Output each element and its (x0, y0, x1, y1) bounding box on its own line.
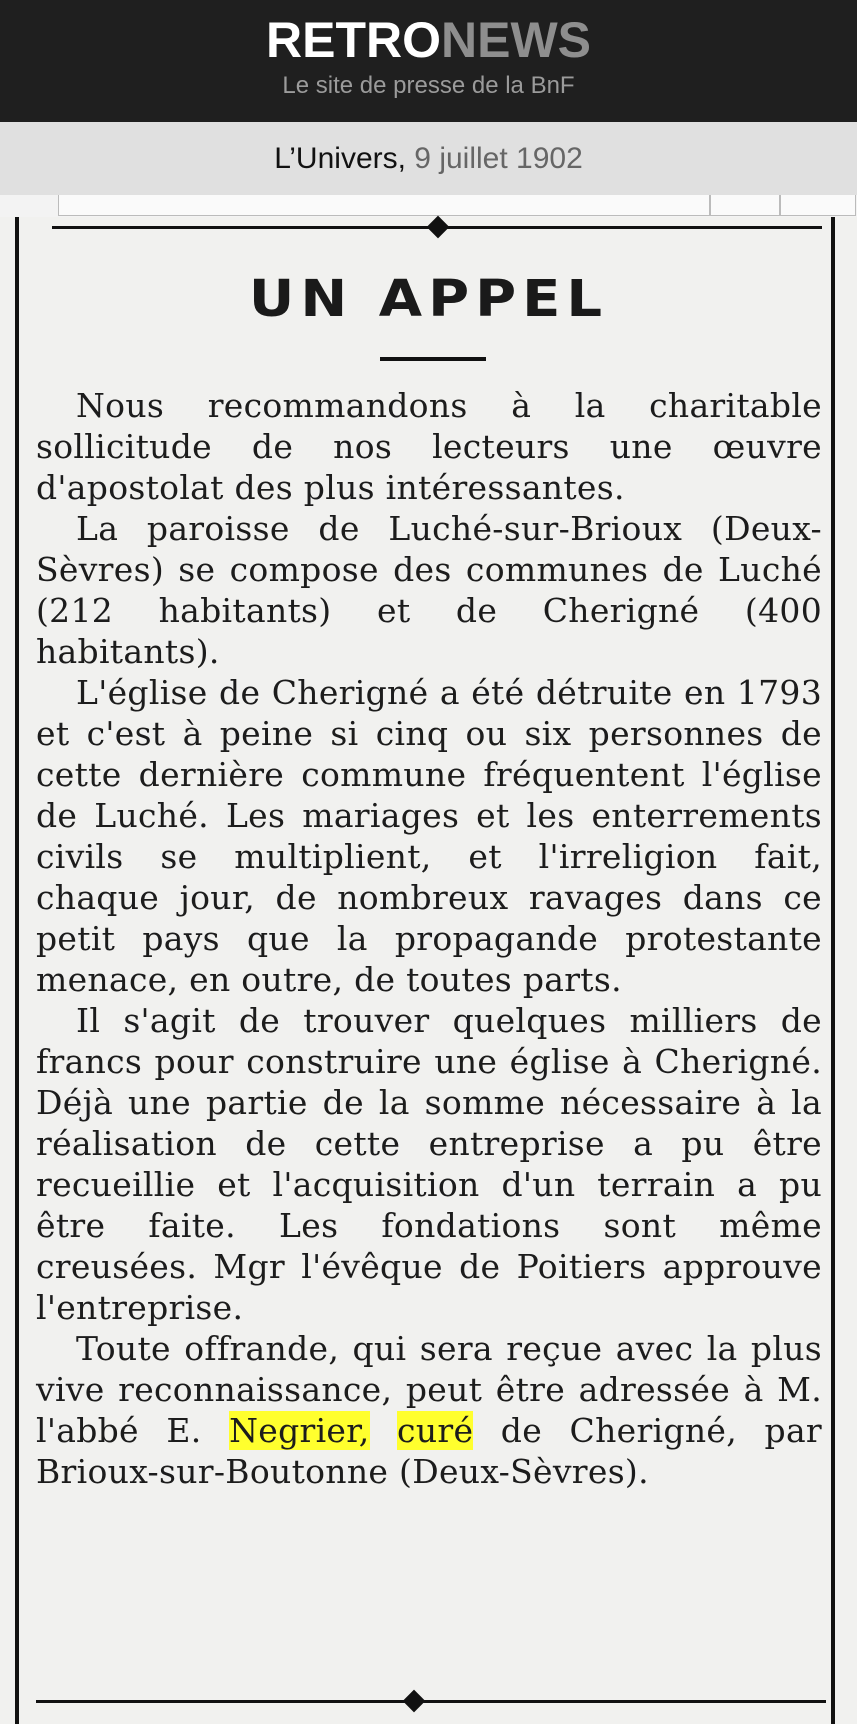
paragraph-5-end: de Cherigné, par Brioux-sur-Boutonne (Deux-Sèvres). (36, 1411, 822, 1491)
headline-underline (380, 357, 486, 361)
paragraph-1: Nous recommandons à la charitable sollicitude de nos lecteurs une œuvre d'apostolat des plus intéressantes. (36, 386, 822, 507)
cropped-cell (710, 195, 780, 216)
issue-date: 9 juillet 1902 (414, 142, 583, 175)
column-border-left (15, 217, 19, 1724)
paragraph-2: La paroisse de Luché-sur-Brioux (Deux-Sèvres) se compose des communes de Luché (212 habitants) et de Cherigné (400 habitants). (36, 509, 822, 671)
column-border-right (831, 217, 835, 1724)
article-body (36, 385, 822, 1492)
newspaper-name: L’Univers, (274, 142, 406, 175)
site-header (0, 0, 857, 122)
issue-title-bar (0, 122, 857, 195)
paragraph-5-start: Toute offrande, qui sera reçue avec la plus vive reconnaissance, peut être adressée à M. l'abbé E. (36, 1329, 822, 1450)
site-tagline: Le site de presse de la BnF (282, 72, 575, 99)
bottom-rule-ornament (403, 1690, 426, 1713)
logo-retro: RETRO (266, 12, 441, 68)
article-headline: UN APPEL (248, 270, 609, 329)
cropped-cell (780, 195, 856, 216)
paragraph-5 (36, 1328, 822, 1492)
search-highlight-cure[interactable]: curé (397, 1411, 474, 1450)
logo-news: NEWS (441, 12, 591, 68)
newspaper-clipping (0, 217, 857, 1724)
top-rule-ornament (427, 216, 450, 239)
paragraph-4: Il s'agit de trouver quelques milliers de francs pour construire une église à Cherigné. Déjà une partie de la somme nécessaire à la réalisation de cette entreprise a pu être recueillie et l'acquisition d'un terrain a pu être faite. Les fondations sont même creusées. Mgr l'évêque de Poitiers approuve l'entreprise. (36, 1001, 822, 1327)
search-highlight-negrier[interactable]: Negrier, (229, 1411, 370, 1450)
bottom-rule (36, 1700, 826, 1703)
cropped-cell (58, 195, 710, 216)
cropped-previous-article-strip (0, 195, 857, 217)
retronews-logo[interactable] (0, 12, 857, 68)
paragraph-3: L'église de Cherigné a été détruite en 1793 et c'est à peine si cinq ou six personnes de cette dernière commune fréquentent l'église de Luché. Les mariages et les enterrements civils se multiplient, et l'irreligion fait, chaque jour, de nombreux ravages dans ce petit pays que la propagande protestante menace, en outre, de toutes parts. (36, 673, 822, 999)
